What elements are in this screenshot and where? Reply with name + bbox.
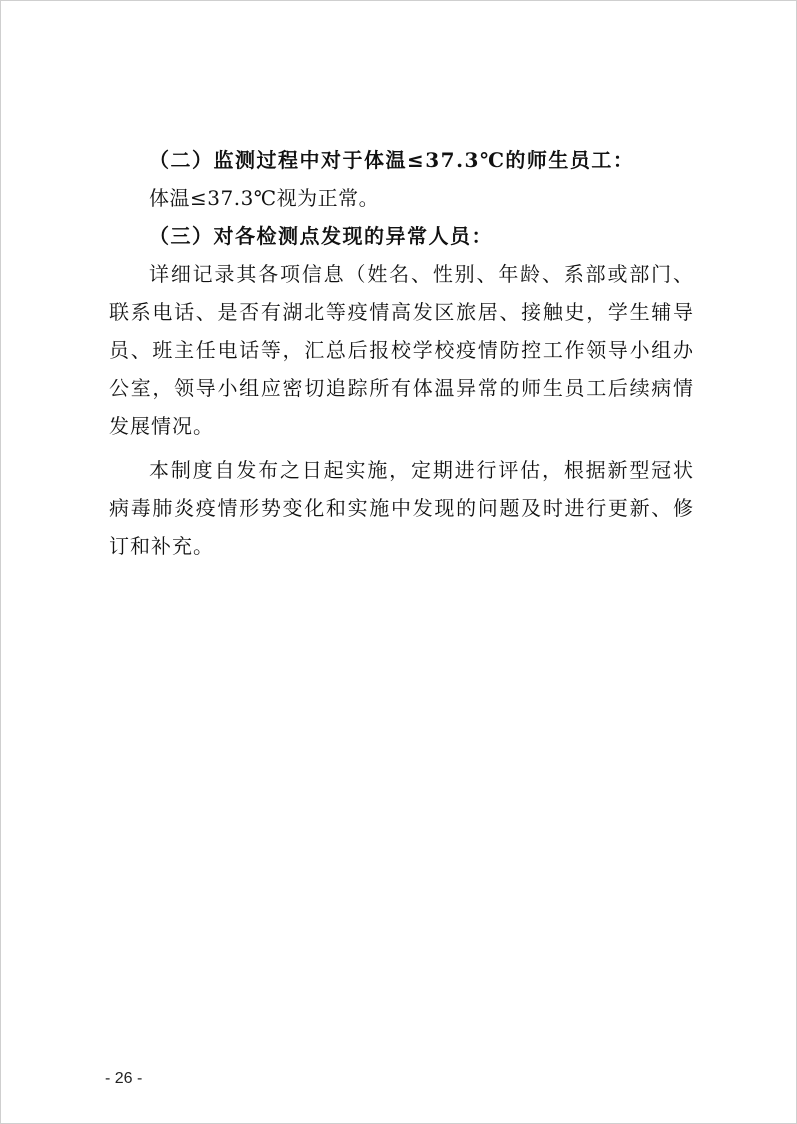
implementation-paragraph: 本制度自发布之日起实施，定期进行评估，根据新型冠状病毒肺炎疫情形势变化和实施中发现的问题及时进行更新、修订和补充。 — [109, 458, 694, 558]
normal-temperature-text: 体温≤37.3℃视为正常。 — [149, 186, 380, 210]
document-body — [109, 141, 694, 571]
section-heading-3: （三）对各检测点发现的异常人员： — [149, 224, 493, 248]
page-number: - 26 - — [105, 1070, 143, 1087]
section-heading-2: （二）监测过程中对于体温≤37.3℃的师生员工： — [149, 148, 635, 172]
abnormal-personnel-paragraph: 详细记录其各项信息（姓名、性别、年龄、系部或部门、联系电话、是否有湖北等疫情高发区旅居、接触史，学生辅导员、班主任电话等，汇总后报校学校疫情防控工作领导小组办公室，领导小组应密切追踪所有体温异常的师生员工后续病情发展情况。 — [109, 262, 694, 438]
